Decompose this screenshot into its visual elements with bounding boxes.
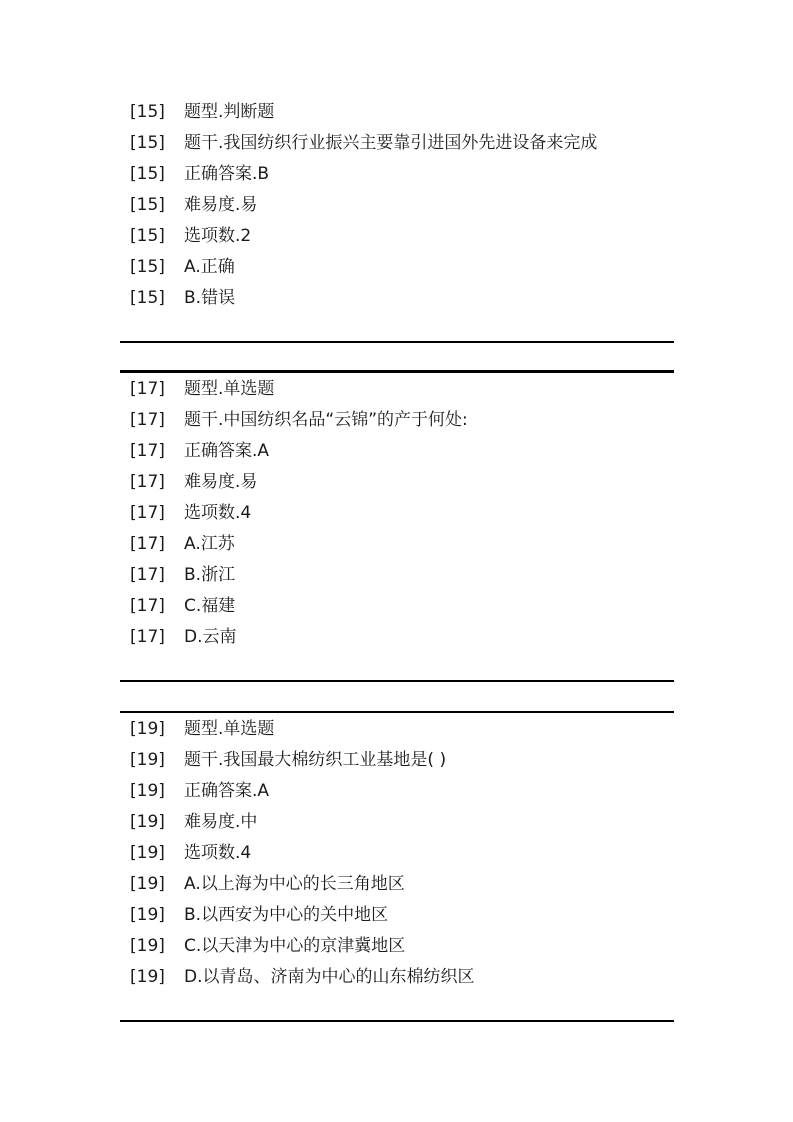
question-number: [15]: [130, 133, 165, 153]
question-number: [15]: [130, 257, 165, 277]
question-number: [19]: [130, 719, 165, 739]
question-type: 题型.单选题: [184, 379, 275, 399]
question-number: [17]: [130, 472, 165, 492]
question-number: [19]: [130, 812, 165, 832]
question-number: [17]: [130, 410, 165, 430]
option-count-line: [130, 498, 690, 529]
difficulty-line: [130, 467, 690, 498]
question-type-line: [130, 714, 690, 745]
option-d: D.以青岛、济南为中心的山东棉纺织区: [184, 967, 475, 987]
option-d: D.云南: [184, 627, 237, 647]
question-number: [15]: [130, 102, 165, 122]
option-c: C.福建: [184, 596, 236, 616]
option-c-line: [130, 931, 690, 962]
question-type-line: [130, 374, 690, 405]
option-a: A.以上海为中心的长三角地区: [184, 874, 405, 894]
option-count: 选项数.2: [184, 226, 252, 246]
question-number: [15]: [130, 226, 165, 246]
question-number: [19]: [130, 750, 165, 770]
option-a-line: [130, 252, 690, 283]
separator-rule: [120, 341, 674, 343]
question-number: [19]: [130, 843, 165, 863]
option-b: B.浙江: [184, 565, 236, 585]
option-count: 选项数.4: [184, 843, 252, 863]
question-number: [15]: [130, 195, 165, 215]
correct-answer: 正确答案.A: [184, 441, 270, 461]
question-number: [19]: [130, 781, 165, 801]
option-a-line: [130, 869, 690, 900]
option-b: B.错误: [184, 288, 236, 308]
question-type-line: [130, 97, 690, 128]
option-count-line: [130, 221, 690, 252]
option-c-line: [130, 591, 690, 622]
question-block-15: [130, 97, 690, 314]
difficulty: 难易度.中: [184, 812, 258, 832]
option-b-line: [130, 900, 690, 931]
correct-answer: 正确答案.B: [184, 164, 270, 184]
question-stem-line: [130, 405, 690, 436]
question-stem-line: [130, 128, 690, 159]
question-type: 题型.判断题: [184, 102, 275, 122]
correct-answer-line: [130, 159, 690, 190]
option-b-line: [130, 560, 690, 591]
question-number: [17]: [130, 503, 165, 523]
difficulty-line: [130, 190, 690, 221]
separator-rule: [120, 1020, 674, 1022]
separator-rule: [120, 680, 674, 682]
question-stem: 题干.我国最大棉纺织工业基地是( ): [184, 750, 447, 770]
question-type: 题型.单选题: [184, 719, 275, 739]
difficulty: 难易度.易: [184, 195, 258, 215]
option-count: 选项数.4: [184, 503, 252, 523]
option-d-line: [130, 962, 690, 993]
question-number: [17]: [130, 534, 165, 554]
question-block-17: [130, 374, 690, 653]
question-number: [15]: [130, 164, 165, 184]
difficulty-line: [130, 807, 690, 838]
separator-rule: [120, 370, 674, 373]
option-c: C.以天津为中心的京津冀地区: [184, 936, 406, 956]
question-number: [17]: [130, 596, 165, 616]
question-stem-line: [130, 745, 690, 776]
correct-answer: 正确答案.A: [184, 781, 270, 801]
separator-rule: [120, 711, 674, 713]
correct-answer-line: [130, 776, 690, 807]
question-number: [19]: [130, 936, 165, 956]
option-a: A.江苏: [184, 534, 235, 554]
question-stem: 题干.中国纺织名品“云锦”的产于何处:: [184, 410, 468, 430]
correct-answer-line: [130, 436, 690, 467]
question-number: [19]: [130, 905, 165, 925]
option-a: A.正确: [184, 257, 235, 277]
option-b: B.以西安为中心的关中地区: [184, 905, 389, 925]
option-d-line: [130, 622, 690, 653]
question-number: [17]: [130, 379, 165, 399]
question-block-19: [130, 714, 690, 993]
question-number: [17]: [130, 627, 165, 647]
question-number: [17]: [130, 565, 165, 585]
difficulty: 难易度.易: [184, 472, 258, 492]
question-number: [15]: [130, 288, 165, 308]
option-a-line: [130, 529, 690, 560]
question-number: [19]: [130, 874, 165, 894]
option-count-line: [130, 838, 690, 869]
question-number: [19]: [130, 967, 165, 987]
question-stem: 题干.我国纺织行业振兴主要靠引进国外先进设备来完成: [184, 133, 598, 153]
option-b-line: [130, 283, 690, 314]
question-number: [17]: [130, 441, 165, 461]
